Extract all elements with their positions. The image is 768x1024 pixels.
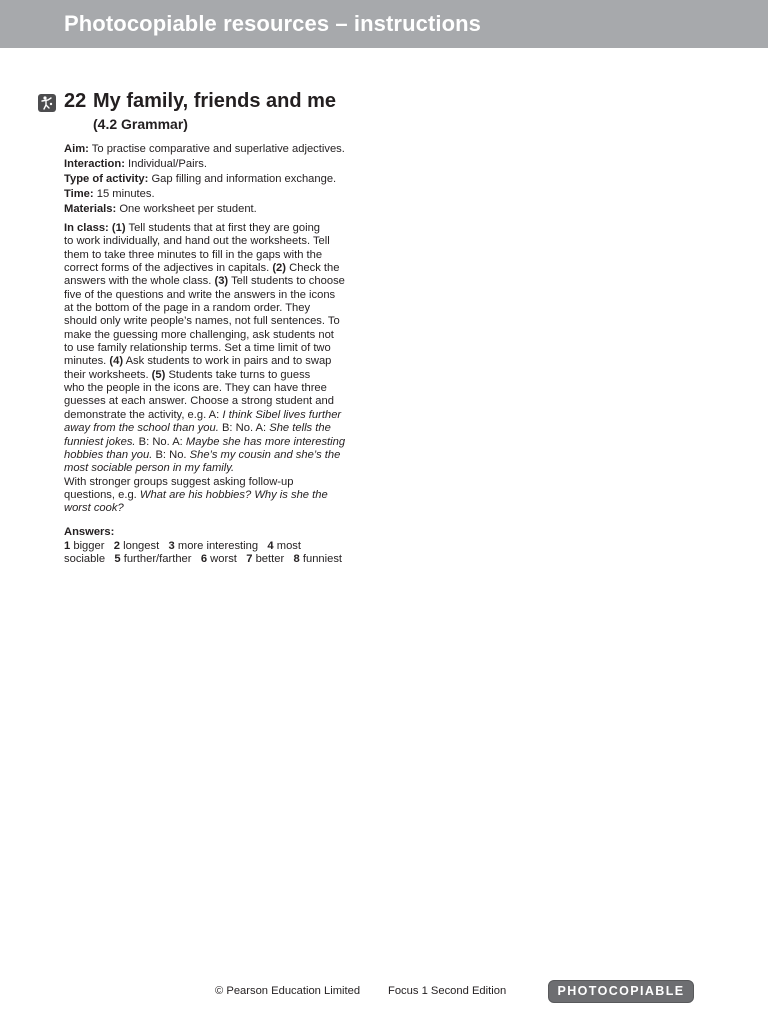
answers-line-2: sociable 5 further/farther 6 worst 7 better 8 funniest: [64, 553, 343, 565]
meta-type: Type of activity: Gap filling and information exchange.: [64, 173, 337, 185]
meta-interaction: Interaction: Individual/Pairs.: [64, 158, 208, 170]
photocopiable-badge: PHOTOCOPIABLE: [548, 980, 694, 1003]
meta-time: Time: 15 minutes.: [64, 188, 155, 200]
footer-copyright: © Pearson Education Limited: [215, 985, 361, 997]
answers-label: Answers:: [64, 526, 115, 538]
answers-line-1: 1 bigger 2 longest 3 more interesting 4 most: [64, 539, 302, 552]
section-subtitle: (4.2 Grammar): [93, 116, 188, 132]
meta-aim: Aim: To practise comparative and superlative adjectives.: [64, 143, 345, 155]
in-class-instructions: In class: (1) Tell students that at first they are going to work individually, and hand out the worksheets. Tell them to take three minutes to fill in the gaps with the correct forms of the adjectives in capitals. (2) Check the answers with the whole class. (3) Tell students to choose five of the questions and write the answers in the icons at the bottom of the page in a random order. They should only write people’s names, not full sentences. To make the guessing more challenging, ask students not to use family relationship terms. Set a time limit of two minutes. (4) Ask students to work in pairs and to swap their worksheets. (5) Students take turns to guess who the people in the icons are. They can have three guesses at each answer. Choose a strong student and demonstrate the activity, e.g. A: I think Sibel lives further away from the school than you. B: No. A: She tells the funniest jokes. B: No. A: Maybe she has more interesting hobbies than you. B: No. She’s my cousin and she’s the most sociable person in my family. With stronger groups suggest asking follow-up questions, e.g. What are his hobbies? Why is she the worst cook?: [64, 222, 346, 515]
pair-work-icon: [38, 94, 56, 112]
meta-materials: Materials: One worksheet per student.: [64, 203, 257, 215]
footer-edition: Focus 1 Second Edition: [388, 985, 507, 997]
header-bar: [0, 0, 768, 48]
page-header-title: Photocopiable resources – instructions: [64, 11, 482, 36]
activity-meta: [64, 142, 374, 217]
section-title: My family, friends and me: [93, 90, 337, 112]
answers-section: [64, 526, 384, 567]
section-number: 22: [64, 90, 87, 112]
